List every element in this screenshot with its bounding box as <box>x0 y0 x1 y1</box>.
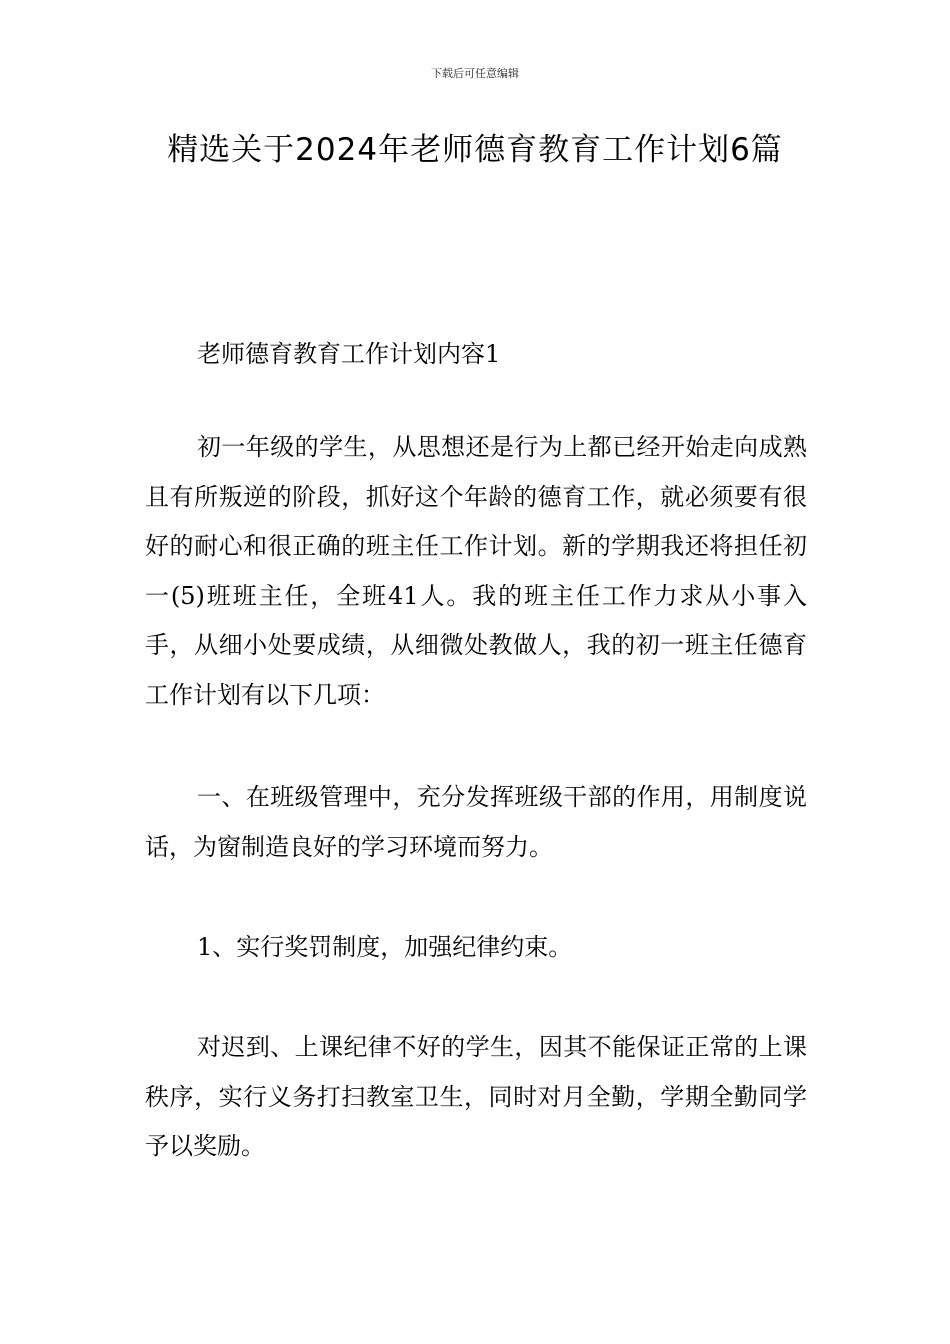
header-note: 下载后可任意编辑 <box>431 67 519 80</box>
paragraph-intro: 初一年级的学生，从思想还是行为上都已经开始走向成熟且有所叛逆的阶段，抓好这个年龄的德育工作，就必须要有很好的耐心和很正确的班主任工作计划。新的学期我还将担任初一(5)班班主任，全班41人。我的班主任工作力求从小事入手，从细小处要成绩，从细微处教做人，我的初一班主任德育工作计划有以下几项： <box>145 433 807 709</box>
paragraph-subitem-one: 1、实行奖罚制度，加强纪律约束。 <box>197 933 573 961</box>
paragraph-detail: 对迟到、上课纪律不好的学生，因其不能保证正常的上课秩序，实行义务打扫教室卫生，同时对月全勤，学期全勤同学予以奖励。 <box>145 1033 807 1160</box>
paragraph-item-one: 一、在班级管理中，充分发挥班级干部的作用，用制度说话，为窗制造良好的学习环境而努力。 <box>145 783 807 861</box>
document-title: 精选关于2024年老师德育教育工作计划6篇 <box>167 132 783 168</box>
section-heading: 老师德育教育工作计划内容1 <box>197 340 501 368</box>
